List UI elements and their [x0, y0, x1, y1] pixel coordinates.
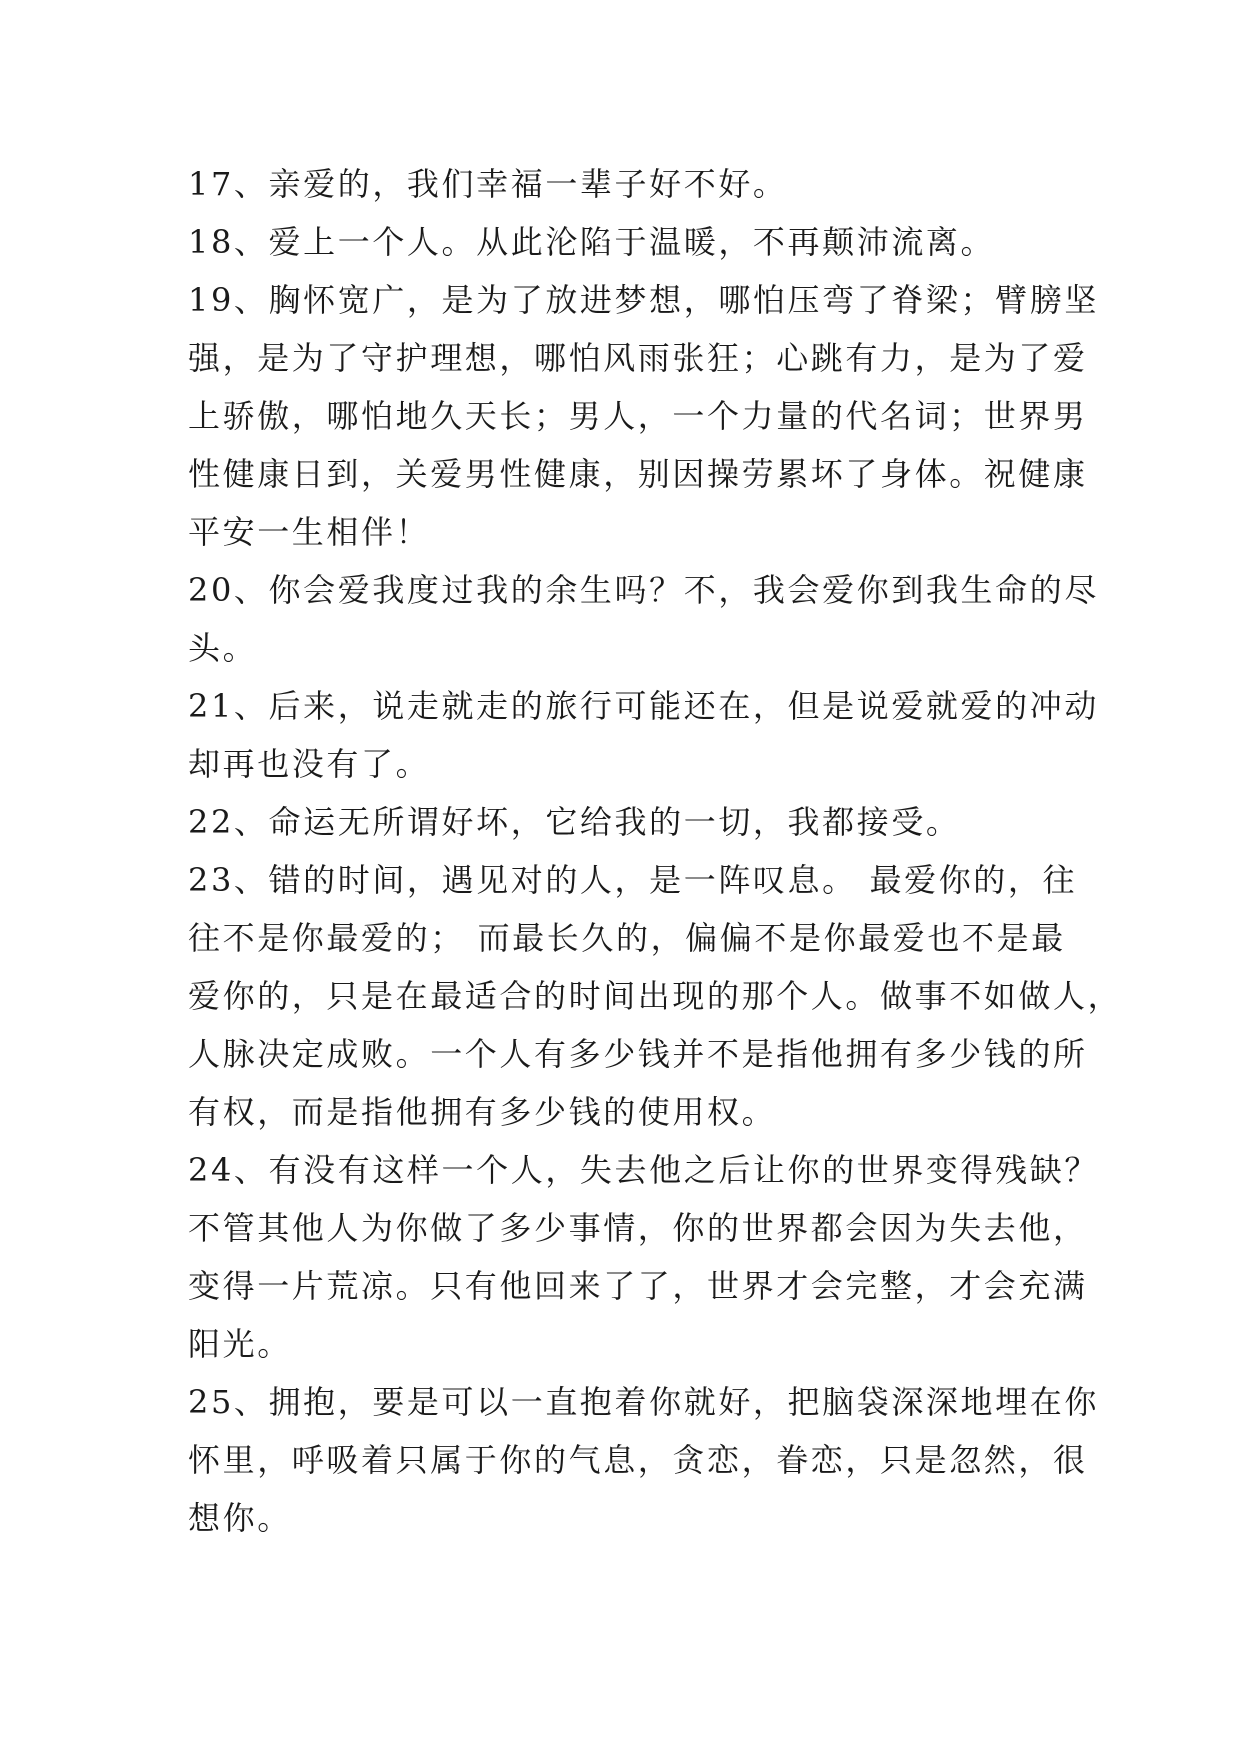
- text-line: 平安一生相伴！: [188, 513, 431, 551]
- text-line: 19、胸怀宽广，是为了放进梦想，哪怕压弯了脊梁；臂膀坚: [188, 281, 1099, 319]
- text-line: 阳光。: [188, 1325, 292, 1363]
- quote-list: [188, 155, 1123, 1547]
- text-line: 18、爱上一个人。从此沦陷于温暖，不再颠沛流离。: [188, 223, 996, 261]
- text-line: 性健康日到，关爱男性健康，别因操劳累坏了身体。祝健康: [188, 455, 1088, 493]
- text-line: 变得一片荒凉。只有他回来了了，世界才会完整，才会充满: [188, 1267, 1088, 1305]
- text-line: 人脉决定成败。一个人有多少钱并不是指他拥有多少钱的所: [188, 1035, 1088, 1073]
- text-line: 25、拥抱，要是可以一直抱着你就好，把脑袋深深地埋在你: [188, 1383, 1099, 1421]
- text-line: 23、错的时间，遇见对的人，是一阵叹息。 最爱你的，往: [188, 861, 1078, 899]
- text-line: 17、亲爱的，我们幸福一辈子好不好。: [188, 165, 788, 203]
- text-line: 想你。: [188, 1499, 292, 1537]
- text-line: 22、命运无所谓好坏，它给我的一切，我都接受。: [188, 803, 961, 841]
- text-line: 爱你的，只是在最适合的时间出现的那个人。做事不如做人，: [188, 977, 1123, 1015]
- text-line: 往不是你最爱的； 而最长久的，偏偏不是你最爱也不是最: [188, 919, 1066, 957]
- text-line: 怀里，呼吸着只属于你的气息，贪恋，眷恋，只是忽然，很: [188, 1441, 1088, 1479]
- text-line: 头。: [188, 629, 258, 667]
- text-line: 20、你会爱我度过我的余生吗？不，我会爱你到我生命的尽: [188, 571, 1099, 609]
- text-line: 不管其他人为你做了多少事情，你的世界都会因为失去他，: [188, 1209, 1088, 1247]
- text-line: 24、有没有这样一个人，失去他之后让你的世界变得残缺？: [188, 1151, 1099, 1189]
- text-line: 上骄傲，哪怕地久天长；男人，一个力量的代名词；世界男: [188, 397, 1088, 435]
- text-line: 21、后来，说走就走的旅行可能还在，但是说爱就爱的冲动: [188, 687, 1099, 725]
- text-line: 却再也没有了。: [188, 745, 431, 783]
- text-line: 有权，而是指他拥有多少钱的使用权。: [188, 1093, 777, 1131]
- text-line: 强，是为了守护理想，哪怕风雨张狂；心跳有力，是为了爱: [188, 339, 1088, 377]
